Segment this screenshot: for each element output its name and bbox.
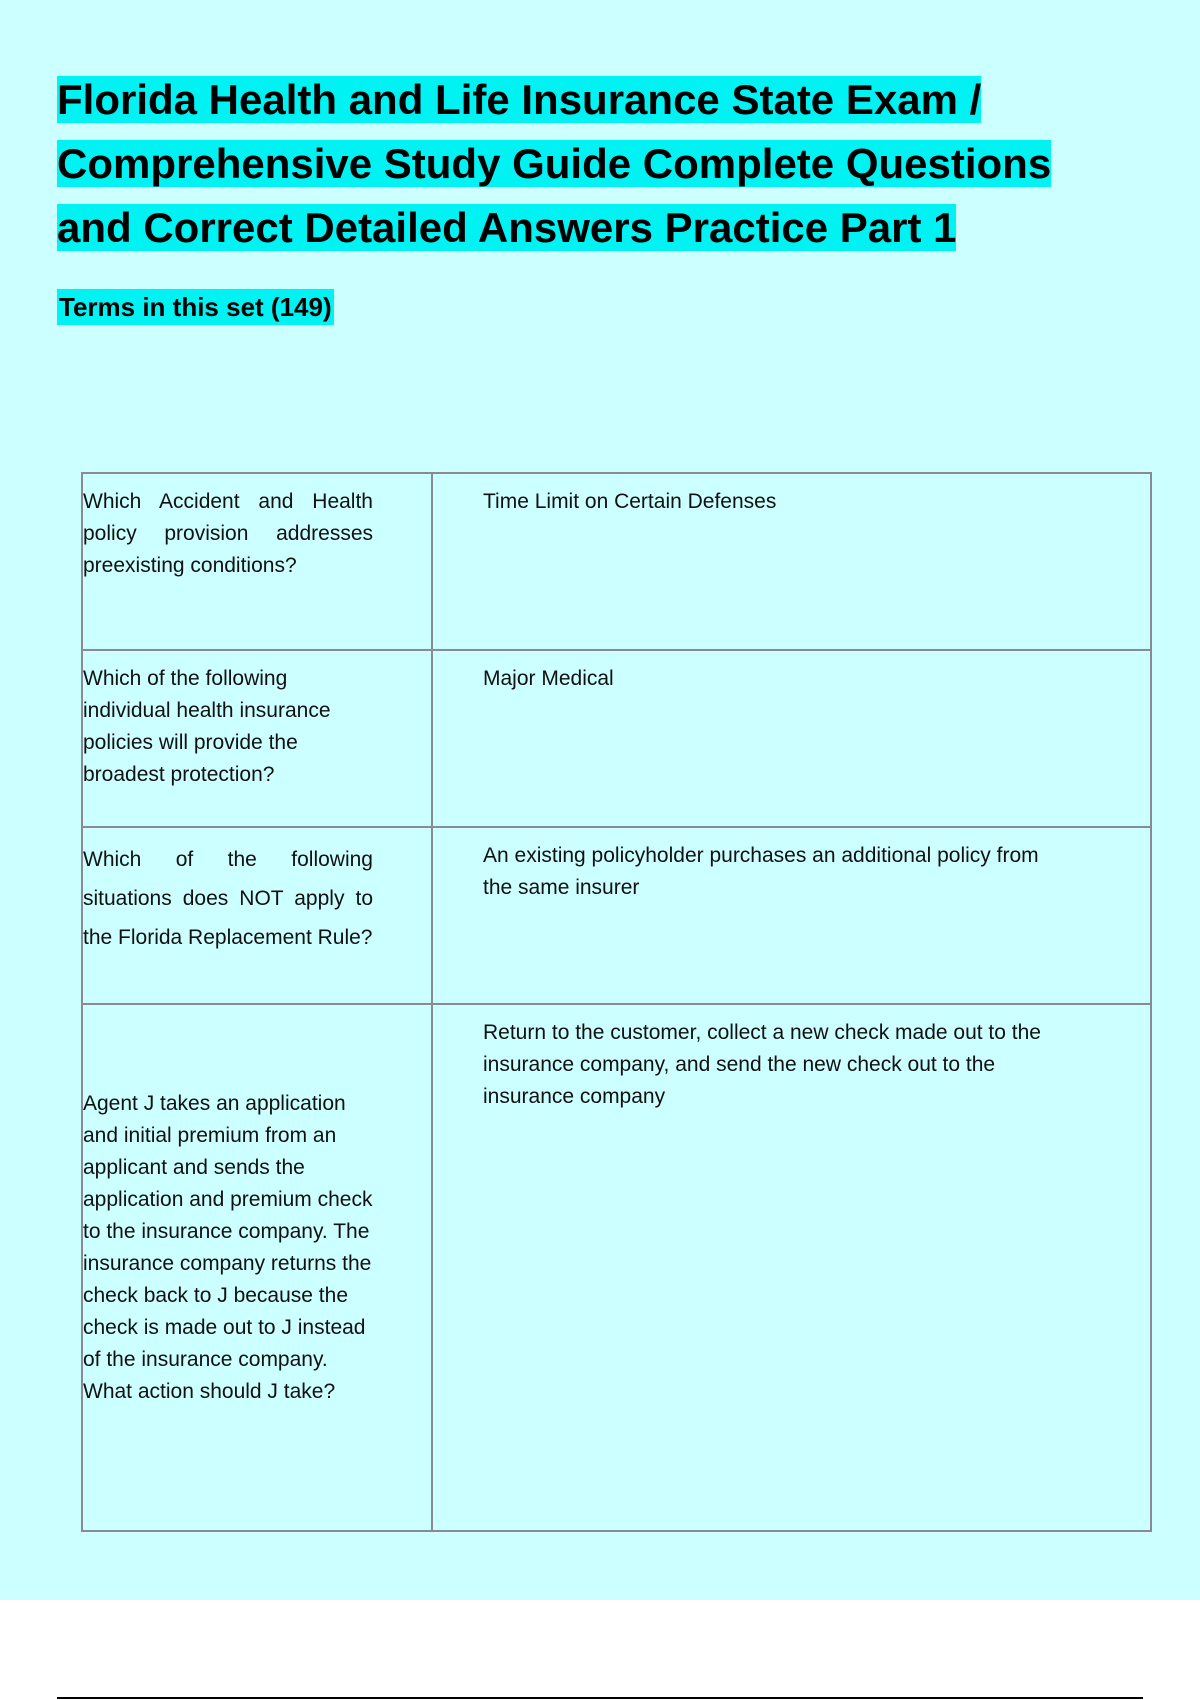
table-row	[82, 650, 1151, 827]
footer-divider	[57, 1697, 1143, 1699]
answer-text: Return to the customer, collect a new check made out to the insurance company, and send the new check out to the insurance company	[483, 1021, 1041, 1108]
question-cell	[82, 650, 432, 827]
table-row	[82, 827, 1151, 1004]
question-cell	[82, 473, 432, 650]
answer-cell	[432, 473, 1151, 650]
answer-text: An existing policyholder purchases an additional policy from the same insurer	[483, 844, 1039, 899]
answer-text: Major Medical	[483, 667, 614, 690]
question-text: Which of the following situations does NOT apply to the Florida Replacement Rule?	[83, 848, 373, 949]
title-line-3: and Correct Detailed Answers Practice Part 1	[57, 204, 957, 251]
document-title	[57, 68, 1067, 260]
title-line-2: Comprehensive Study Guide Complete Questions	[57, 140, 1052, 187]
table-row	[82, 473, 1151, 650]
answer-text: Time Limit on Certain Defenses	[483, 490, 777, 513]
flashcard-table	[81, 472, 1152, 1532]
answer-cell	[432, 650, 1151, 827]
answer-cell	[432, 1004, 1151, 1531]
answer-cell	[432, 827, 1151, 1004]
question-cell	[82, 827, 432, 1004]
question-text: Agent J takes an application and initial premium from an applicant and sends the application and premium check to the insurance company. The insurance company returns the check back to J because the check is made out to J instead of the insurance company. What action should J take?	[83, 1091, 373, 1403]
table-row	[82, 1004, 1151, 1531]
question-text: Which Accident and Health policy provision addresses preexisting conditions?	[83, 490, 373, 577]
terms-count-label: Terms in this set (149)	[57, 289, 334, 325]
question-text: Which of the following individual health insurance policies will provide the broadest protection?	[83, 667, 331, 786]
question-cell	[82, 1004, 432, 1531]
title-line-1: Florida Health and Life Insurance State Exam /	[57, 76, 982, 123]
